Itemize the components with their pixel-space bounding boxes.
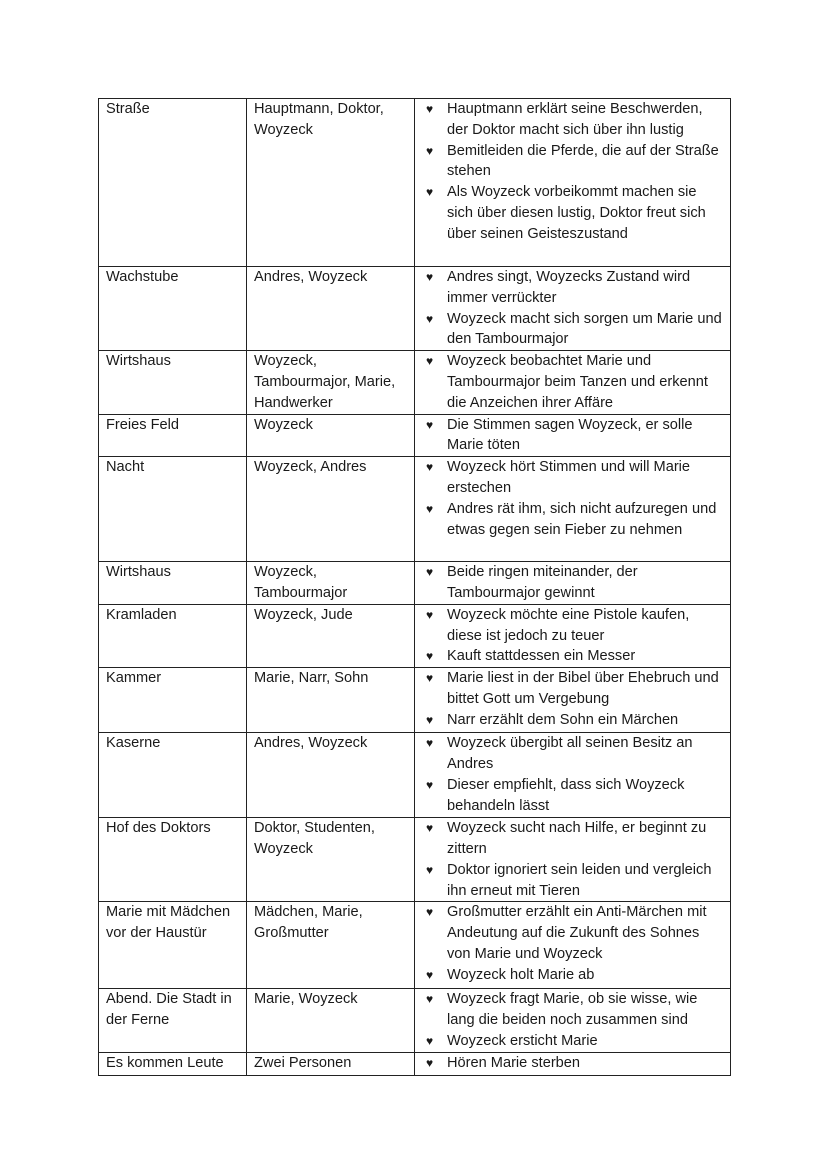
place-cell: Straße	[99, 99, 247, 267]
place-cell: Kaserne	[99, 733, 247, 818]
heart-icon: ♥	[426, 565, 434, 580]
table-row	[99, 733, 731, 818]
event-text: Andres singt, Woyzecks Zustand wird immer verrückter	[447, 269, 691, 306]
event-text: Doktor ignoriert sein leiden und vergleich ihn erneut mit Tieren	[447, 861, 712, 899]
events-list	[422, 457, 724, 540]
list-item	[422, 965, 724, 986]
list-item	[422, 989, 724, 1031]
table-row	[99, 989, 731, 1052]
place-cell: Wachstube	[99, 267, 247, 351]
table-row	[99, 351, 731, 414]
place-cell: Nacht	[99, 457, 247, 562]
table-row	[99, 267, 731, 351]
event-text: Andres rät ihm, sich nicht aufzuregen und etwas gegen sein Fieber zu nehmen	[447, 500, 717, 538]
table-row	[99, 562, 731, 605]
events-list	[422, 562, 724, 604]
heart-icon: ♥	[426, 460, 434, 475]
heart-icon: ♥	[426, 102, 434, 116]
events-list	[422, 267, 724, 350]
event-text: Woyzeck hört Stimmen und will Marie erstechen	[447, 459, 691, 496]
heart-icon: ♥	[426, 967, 434, 982]
event-text: Als Woyzeck vorbeikommt machen sie sich über diesen lustig, Doktor freut sich über seinen Geisteszustand	[447, 184, 706, 242]
heart-icon: ♥	[426, 143, 434, 158]
table-row	[99, 604, 731, 667]
table-row	[99, 414, 731, 457]
heart-icon: ♥	[426, 862, 434, 877]
persons-cell: Andres, Woyzeck	[247, 267, 415, 351]
events-cell	[415, 562, 731, 605]
event-text: Bemitleiden die Pferde, die auf der Straße stehen	[447, 142, 719, 180]
event-text: Marie liest in der Bibel über Ehebruch und bittet Gott um Vergebung	[447, 670, 719, 707]
heart-icon: ♥	[426, 992, 434, 1007]
list-item	[422, 351, 724, 413]
place-cell: Abend. Die Stadt in der Ferne	[99, 989, 247, 1052]
place-cell: Wirtshaus	[99, 351, 247, 414]
event-text: Woyzeck übergibt all seinen Besitz an Andres	[447, 735, 693, 772]
list-item	[422, 309, 724, 351]
scene-table-body	[99, 99, 731, 1076]
heart-icon: ♥	[426, 905, 434, 920]
event-text: Woyzeck holt Marie ab	[447, 966, 595, 983]
place-cell: Es kommen Leute	[99, 1052, 247, 1075]
heart-icon: ♥	[426, 736, 434, 751]
place-cell: Kramladen	[99, 604, 247, 667]
list-item	[422, 457, 724, 499]
heart-icon: ♥	[426, 311, 434, 326]
events-cell	[415, 733, 731, 818]
event-text: Woyzeck macht sich sorgen um Marie und den Tambourmajor	[447, 310, 722, 348]
persons-cell: Woyzeck, Tambourmajor, Marie, Handwerker	[247, 351, 415, 414]
events-list	[422, 1053, 724, 1074]
event-text: Hören Marie sterben	[447, 1054, 581, 1071]
events-list	[422, 605, 724, 667]
heart-icon: ♥	[426, 712, 434, 727]
heart-icon: ♥	[426, 1033, 434, 1048]
list-item	[422, 668, 724, 710]
heart-icon: ♥	[426, 777, 434, 792]
events-list	[422, 989, 724, 1051]
event-text: Großmutter erzählt ein Anti-Märchen mit Andeutung auf die Zukunft des Sohnes von Marie und Woyzeck	[447, 904, 707, 962]
events-cell	[415, 818, 731, 902]
event-text: Woyzeck sucht nach Hilfe, er beginnt zu zittern	[447, 820, 707, 857]
list-item	[422, 141, 724, 183]
scene-table	[98, 98, 731, 1076]
table-row	[99, 99, 731, 267]
place-cell: Freies Feld	[99, 414, 247, 457]
table-row	[99, 902, 731, 989]
event-text: Die Stimmen sagen Woyzeck, er solle Marie töten	[447, 416, 693, 454]
list-item	[422, 1053, 724, 1074]
events-list	[422, 99, 724, 245]
heart-icon: ♥	[426, 671, 434, 686]
persons-cell: Mädchen, Marie, Großmutter	[247, 902, 415, 989]
persons-cell: Hauptmann, Doktor, Woyzeck	[247, 99, 415, 267]
heart-icon: ♥	[426, 270, 434, 284]
events-list	[422, 902, 724, 985]
persons-cell: Woyzeck, Andres	[247, 457, 415, 562]
place-cell: Wirtshaus	[99, 562, 247, 605]
table-row	[99, 818, 731, 902]
list-item	[422, 733, 724, 775]
list-item	[422, 710, 724, 731]
heart-icon: ♥	[426, 1055, 434, 1070]
persons-cell: Woyzeck, Jude	[247, 604, 415, 667]
list-item	[422, 902, 724, 964]
persons-cell: Zwei Personen	[247, 1052, 415, 1075]
persons-cell: Marie, Narr, Sohn	[247, 668, 415, 733]
events-list	[422, 818, 724, 901]
list-item	[422, 99, 724, 141]
event-text: Hauptmann erklärt seine Beschwerden, der Doktor macht sich über ihn lustig	[447, 101, 703, 138]
events-cell	[415, 351, 731, 414]
place-cell: Kammer	[99, 668, 247, 733]
heart-icon: ♥	[426, 354, 434, 369]
persons-cell: Woyzeck	[247, 414, 415, 457]
list-item	[422, 1031, 724, 1052]
list-item	[422, 182, 724, 244]
event-text: Narr erzählt dem Sohn ein Märchen	[447, 711, 679, 728]
table-row	[99, 668, 731, 733]
list-item	[422, 646, 724, 667]
place-cell: Hof des Doktors	[99, 818, 247, 902]
events-list	[422, 415, 724, 457]
event-text: Woyzeck ersticht Marie	[447, 1032, 598, 1049]
events-cell	[415, 604, 731, 667]
events-cell	[415, 267, 731, 351]
events-list	[422, 733, 724, 816]
event-text: Kauft stattdessen ein Messer	[447, 648, 636, 665]
list-item	[422, 267, 724, 309]
heart-icon: ♥	[426, 417, 434, 432]
events-cell	[415, 457, 731, 562]
heart-icon: ♥	[426, 185, 434, 200]
persons-cell: Andres, Woyzeck	[247, 733, 415, 818]
table-row	[99, 457, 731, 562]
heart-icon: ♥	[426, 649, 434, 664]
list-item	[422, 415, 724, 457]
events-cell	[415, 668, 731, 733]
heart-icon: ♥	[426, 607, 434, 622]
event-text: Woyzeck beobachtet Marie und Tambourmajor beim Tanzen und erkennt die Anzeichen ihrer Affäre	[447, 353, 708, 411]
list-item	[422, 775, 724, 817]
event-text: Beide ringen miteinander, der Tambourmajor gewinnt	[447, 564, 638, 601]
events-cell	[415, 1052, 731, 1075]
place-cell: Marie mit Mädchen vor der Haustür	[99, 902, 247, 989]
event-text: Dieser empfiehlt, dass sich Woyzeck behandeln lässt	[447, 776, 685, 814]
events-list	[422, 668, 724, 730]
event-text: Woyzeck möchte eine Pistole kaufen, diese ist jedoch zu teuer	[447, 606, 690, 644]
list-item	[422, 562, 724, 604]
list-item	[422, 605, 724, 647]
heart-icon: ♥	[426, 821, 434, 836]
persons-cell: Woyzeck, Tambourmajor	[247, 562, 415, 605]
events-cell	[415, 414, 731, 457]
heart-icon: ♥	[426, 501, 434, 516]
events-cell	[415, 902, 731, 989]
table-row	[99, 1052, 731, 1075]
events-list	[422, 351, 724, 413]
persons-cell: Doktor, Studenten, Woyzeck	[247, 818, 415, 902]
persons-cell: Marie, Woyzeck	[247, 989, 415, 1052]
list-item	[422, 818, 724, 860]
event-text: Woyzeck fragt Marie, ob sie wisse, wie lang die beiden noch zusammen sind	[447, 991, 698, 1029]
list-item	[422, 860, 724, 902]
events-cell	[415, 99, 731, 267]
events-cell	[415, 989, 731, 1052]
list-item	[422, 499, 724, 541]
